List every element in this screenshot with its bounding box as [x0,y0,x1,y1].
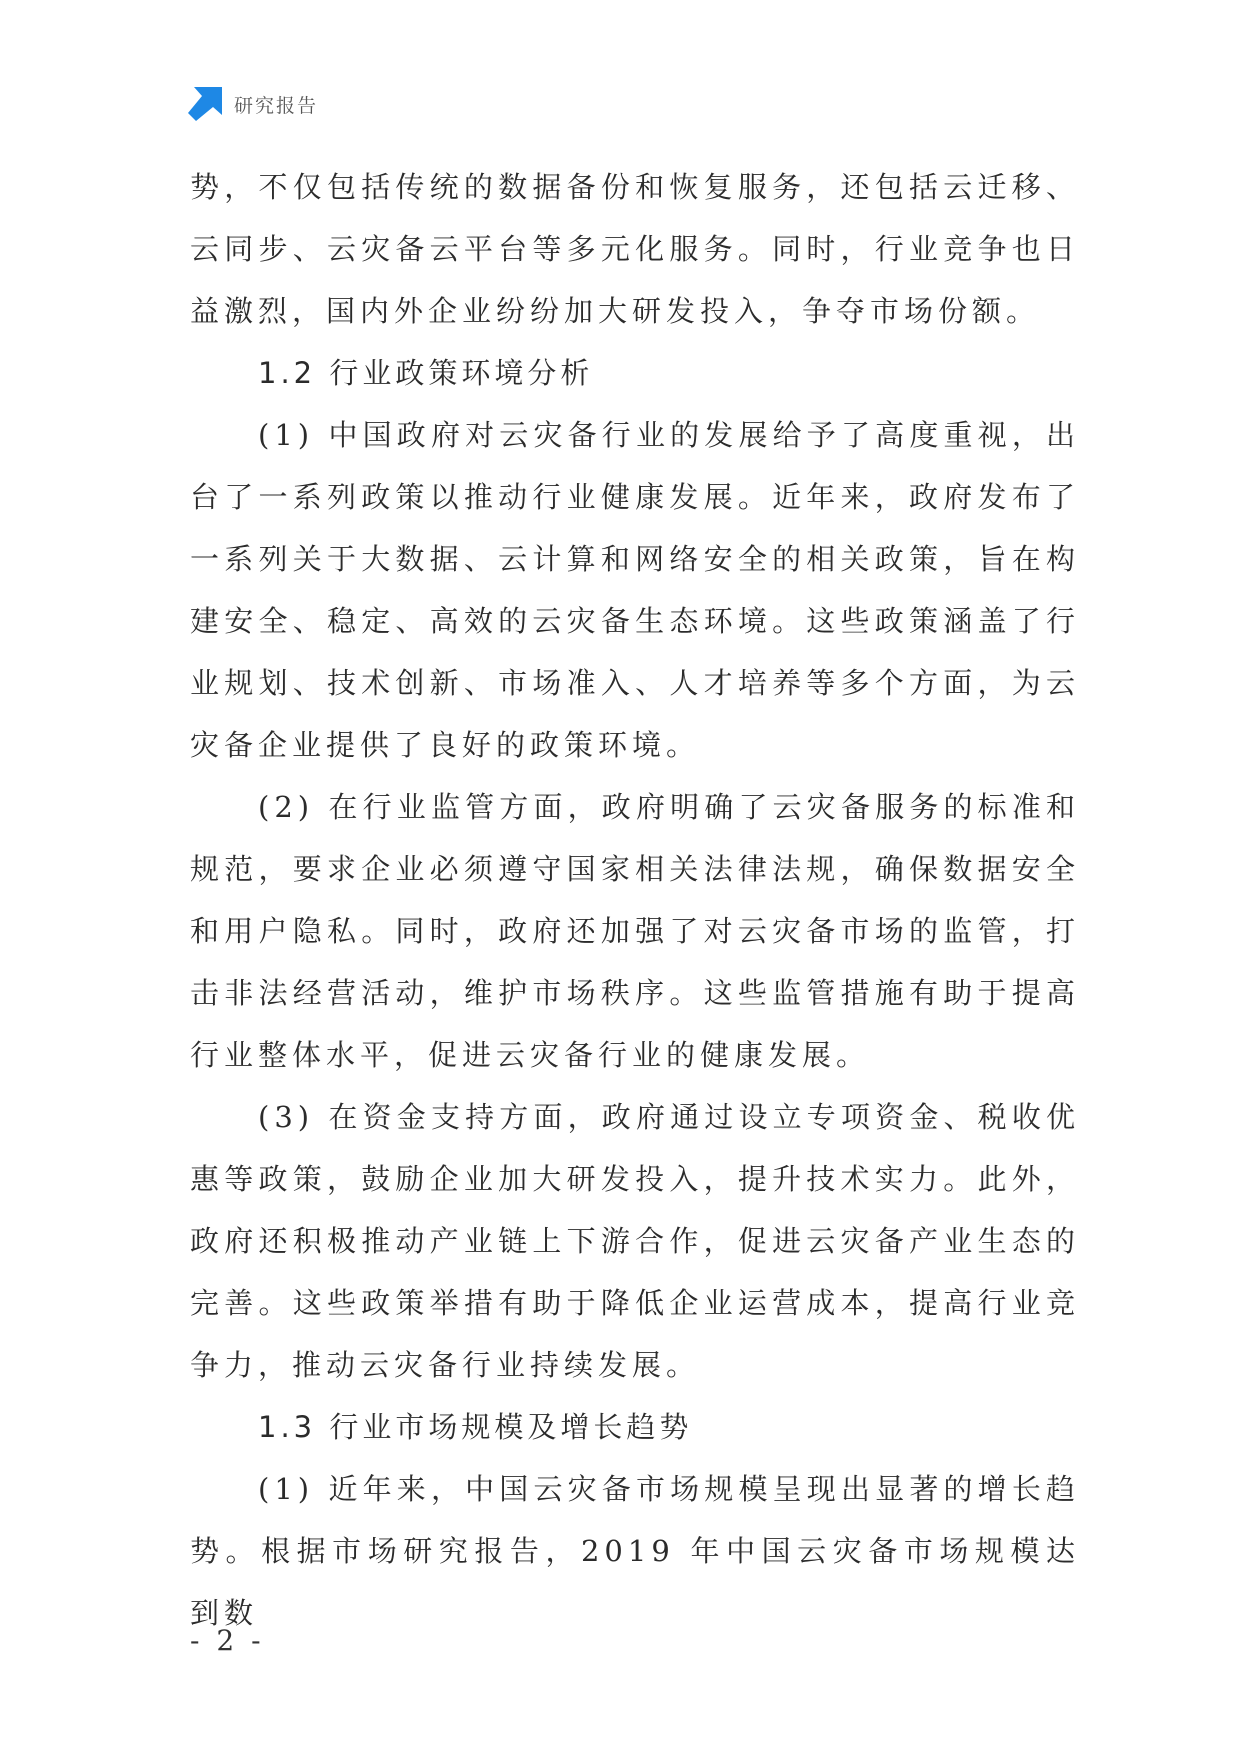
document-body [190,156,1080,1644]
page-header [188,86,318,122]
section-heading-1-2: 1.2 行业政策环境分析 [258,356,594,390]
section-heading-1-3: 1.3 行业市场规模及增长趋势 [258,1410,693,1444]
paragraph-policy-1: (1) 中国政府对云灾备行业的发展给予了高度重视，出台了一系列政策以推动行业健康发展。近年来，政府发布了一系列关于大数据、云计算和网络安全的相关政策，旨在构建安全、稳定、高效的云灾备生态环境。这些政策涵盖了行业规划、技术创新、市场准入、人才培养等多个方面，为云灾备企业提供了良好的政策环境。 [190,418,1080,762]
page-number: - 2 - [190,1624,265,1657]
paragraph-policy-3: (3) 在资金支持方面，政府通过设立专项资金、税收优惠等政策，鼓励企业加大研发投入，提升技术实力。此外，政府还积极推动产业链上下游合作，促进云灾备产业生态的完善。这些政策举措有助于降低企业运营成本，提高行业竞争力，推动云灾备行业持续发展。 [190,1100,1080,1382]
header-title: 研究报告 [234,94,319,117]
paragraph-market-1: (1) 近年来，中国云灾备市场规模呈现出显著的增长趋势。根据市场研究报告，2019 年中国云灾备市场规模达到数 [190,1472,1080,1630]
paragraph-continuation: 势，不仅包括传统的数据备份和恢复服务，还包括云迁移、云同步、云灾备云平台等多元化服务。同时，行业竞争也日益激烈，国内外企业纷纷加大研发投入，争夺市场份额。 [190,170,1080,328]
paragraph-policy-2: (2) 在行业监管方面，政府明确了云灾备服务的标准和规范，要求企业必须遵守国家相关法律法规，确保数据安全和用户隐私。同时，政府还加强了对云灾备市场的监管，打击非法经营活动，维护市场秩序。这些监管措施有助于提高行业整体水平，促进云灾备行业的健康发展。 [190,790,1080,1072]
arrow-up-right-icon [188,87,222,121]
